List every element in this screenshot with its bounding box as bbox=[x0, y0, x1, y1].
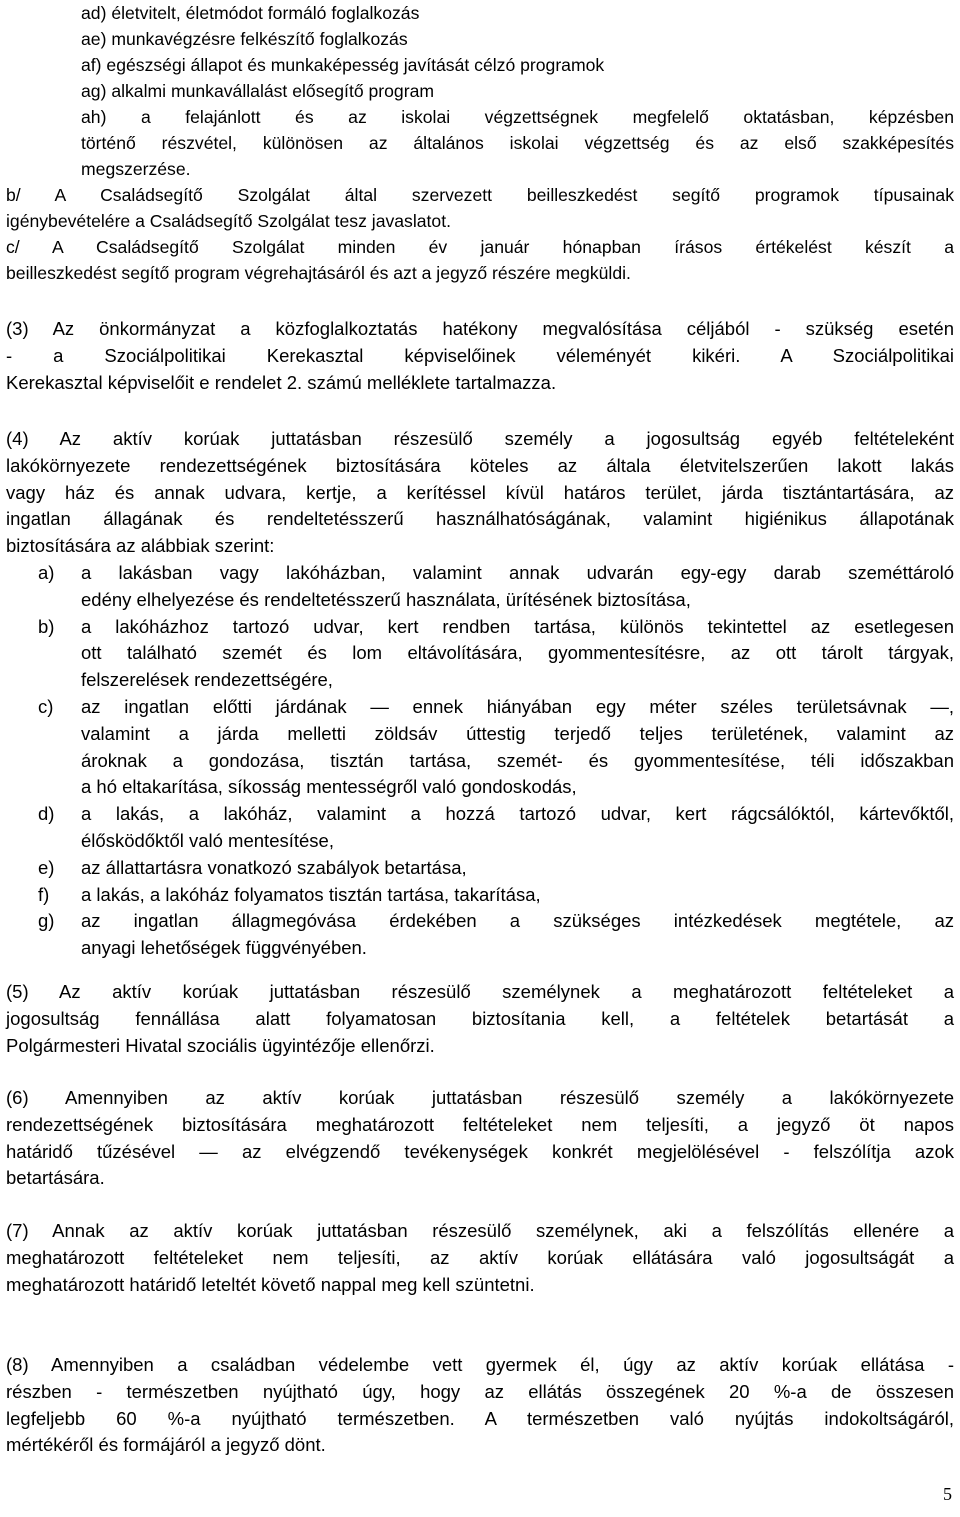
top-list bbox=[6, 0, 954, 286]
list-item-label: d) bbox=[38, 803, 55, 825]
paragraph-6-line: határidő tűzésével — az elvégzendő tevékenységek konkrét megjelölésével - felszólítja azok bbox=[6, 1140, 954, 1162]
paragraph-4-line: lakókörnyezete rendezettségének biztosítására köteles az általa életvitelszerűen lakott lakás bbox=[6, 454, 954, 476]
list-item-ag: ag) alkalmi munkavállalást elősegítő program bbox=[81, 81, 435, 101]
list-item bbox=[6, 801, 954, 855]
paragraph-7-line: (7) Annak az aktív korúak juttatásban részesülő személynek, aki a felszólítás ellenére a bbox=[6, 1220, 954, 1241]
paragraph-5-line: Polgármesteri Hivatal szociális ügyintézője ellenőrzi. bbox=[6, 1034, 435, 1056]
page-number: 5 bbox=[943, 1484, 952, 1504]
list-item bbox=[6, 882, 954, 909]
list-item-label: g) bbox=[38, 910, 55, 932]
list-item-line: az ingatlan állagmegóvása érdekében a szükséges intézkedések megtétele, az bbox=[81, 910, 954, 932]
list-item bbox=[6, 614, 954, 694]
list-item-label: b) bbox=[38, 615, 55, 637]
paragraph-8-line: mértékéről és formájáról a jegyző dönt. bbox=[6, 1434, 326, 1456]
list-item-ah-line: történő részvétel, különösen az általános iskolai végzettség és az első szakképesítés bbox=[81, 133, 954, 153]
paragraph-7-line: meghatározott határidő leteltét követő nappal meg kell szüntetni. bbox=[6, 1273, 535, 1295]
paragraph-7-line: meghatározott feltételeket nem teljesíti, az aktív korúak ellátására való jogosultságát a bbox=[6, 1246, 954, 1268]
paragraph-c-line: beilleszkedést segítő program végrehajtásáról és azt a jegyző részére megküldi. bbox=[6, 263, 631, 283]
list-item-line: valamint a járda melletti zöldsáv úttestig terjedő teljes területének, valamint az bbox=[81, 722, 954, 744]
list-item-line: anyagi lehetőségek függvényében. bbox=[81, 937, 367, 959]
paragraph-5-line: jogosultság fennállása alatt folyamatosan biztosítania kell, a feltételek betartását a bbox=[6, 1007, 954, 1029]
paragraph-4-line: vagy ház és annak udvara, kertje, a kerítéssel kívül határos terület, járda tisztántartására, az bbox=[6, 481, 954, 503]
list-item bbox=[6, 855, 954, 882]
list-item-ah-line: ah) a felajánlott és az iskolai végzettségnek megfelelő oktatásban, képzésben bbox=[81, 107, 954, 127]
paragraph-8 bbox=[6, 1352, 954, 1459]
list-item-line: edény elhelyezése és rendeltetésszerű használata, ürítésének biztosítása, bbox=[81, 588, 691, 610]
list-item-label: e) bbox=[38, 856, 55, 878]
list-item-line: ott található szemét és lom eltávolítására, gyommentesítésre, az ott tárolt tárgyak, bbox=[81, 642, 954, 664]
list-item-label: f) bbox=[38, 883, 50, 905]
paragraph-b-line: igénybevételére a Családsegítő Szolgálat tesz javaslatot. bbox=[6, 211, 451, 231]
paragraph-6-line: rendezettségének biztosítására meghatározott feltételeket nem teljesíti, a jegyző öt napos bbox=[6, 1113, 954, 1135]
list-item-line: az állattartásra vonatkozó szabályok betartása, bbox=[81, 856, 467, 878]
paragraph-8-line: részben - természetben nyújtható úgy, hogy az ellátás összegének 20 %-a de összesen bbox=[6, 1380, 954, 1402]
paragraph-b-line: b/ A Családsegítő Szolgálat által szervezett beilleszkedést segítő programok típusainak bbox=[6, 185, 954, 205]
paragraph-5 bbox=[6, 979, 954, 1059]
list-item-line: élősködőktől való mentesítése, bbox=[81, 829, 334, 851]
list-item bbox=[6, 694, 954, 801]
list-item bbox=[6, 908, 954, 962]
list-item-line: a lakás, a lakóház, valamint a hozzá tartozó udvar, kert rágcsálóktól, kártevőktől, bbox=[81, 803, 954, 825]
list-item-line: ároknak a gondozása, tisztán tartása, szemét- és gyommentesítése, téli időszakban bbox=[81, 749, 954, 771]
list-item-line: a lakás, a lakóház folyamatos tisztán tartása, takarítása, bbox=[81, 883, 541, 905]
paragraph-4-line: (4) Az aktív korúak juttatásban részesülő személy a jogosultság egyéb feltételeként bbox=[6, 428, 954, 449]
list-item-line: felszerelések rendezettségére, bbox=[81, 669, 333, 691]
paragraph-6-line: (6) Amennyiben az aktív korúak juttatásban részesülő személy a lakókörnyezete bbox=[6, 1087, 954, 1108]
paragraph-4 bbox=[6, 426, 954, 962]
list-item-ad: ad) életvitelt, életmódot formáló foglalkozás bbox=[81, 3, 420, 23]
paragraph-8-line: legfeljebb 60 %-a nyújtható természetben. A természetben való nyújtás indokoltságáról, bbox=[6, 1407, 954, 1429]
paragraph-3-line: - a Szociálpolitikai Kerekasztal képviselőinek véleményét kikéri. A Szociálpolitikai bbox=[6, 344, 954, 366]
paragraph-4-items bbox=[6, 560, 954, 962]
list-item-af: af) egészségi állapot és munkaképesség javítását célzó programok bbox=[81, 55, 605, 75]
list-item-line: a hó eltakarítása, síkosság mentességről való gondoskodás, bbox=[81, 776, 577, 798]
paragraph-4-line: ingatlan állagának és rendeltetésszerű használhatóságának, valamint higiénikus állapotának bbox=[6, 508, 954, 530]
list-item-ae: ae) munkavégzésre felkészítő foglalkozás bbox=[81, 29, 408, 49]
paragraph-7 bbox=[6, 1218, 954, 1298]
paragraph-3 bbox=[6, 316, 954, 396]
list-item-line: az ingatlan előtti járdának — ennek hiányában egy méter széles területsávnak —, bbox=[81, 695, 954, 717]
paragraph-3-line: (3) Az önkormányzat a közfoglalkoztatás hatékony megvalósítása céljából - szükség esetén bbox=[6, 318, 954, 339]
paragraph-5-line: (5) Az aktív korúak juttatásban részesülő személynek a meghatározott feltételeket a bbox=[6, 981, 954, 1002]
list-item-line: a lakóházhoz tartozó udvar, kert rendben tartása, különös tekintettel az esetlegesen bbox=[81, 615, 954, 637]
paragraph-c-line: c/ A Családsegítő Szolgálat minden év január hónapban írásos értékelést készít a bbox=[6, 237, 954, 257]
paragraph-6 bbox=[6, 1085, 954, 1192]
list-item-line: a lakásban vagy lakóházban, valamint annak udvarán egy-egy darab szeméttároló bbox=[81, 561, 954, 583]
list-item-ah-line: megszerzése. bbox=[81, 159, 191, 179]
list-item-label: a) bbox=[38, 561, 55, 583]
list-item bbox=[6, 560, 954, 614]
paragraph-8-line: (8) Amennyiben a családban védelembe vett gyermek él, úgy az aktív korúak ellátása - bbox=[6, 1354, 954, 1375]
list-item-label: c) bbox=[38, 695, 54, 717]
paragraph-3-line: Kerekasztal képviselőit e rendelet 2. számú melléklete tartalmazza. bbox=[6, 371, 557, 393]
paragraph-6-line: betartására. bbox=[6, 1167, 105, 1189]
paragraph-4-line: biztosítására az alábbiak szerint: bbox=[6, 535, 275, 557]
